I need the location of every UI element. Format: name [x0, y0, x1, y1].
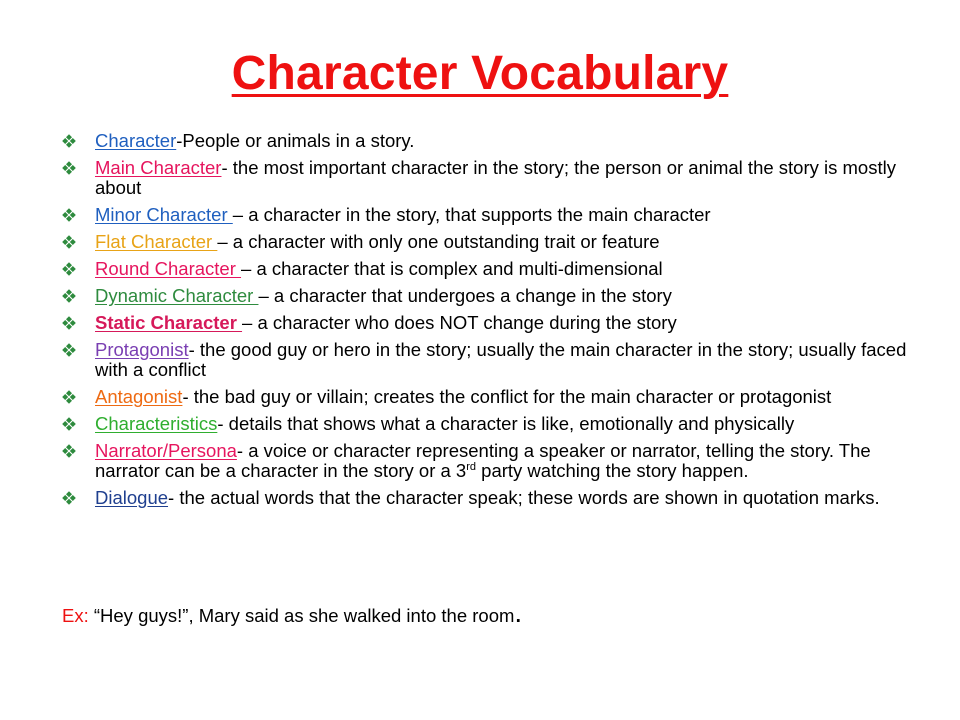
vocabulary-list	[62, 131, 912, 515]
example-label: Ex:	[62, 605, 89, 626]
example-text: “Hey guys!”, Mary said as she walked into the room	[88, 605, 515, 626]
four-diamond-bullet-icon	[62, 235, 76, 249]
vocab-term: Main Character	[95, 157, 222, 178]
vocab-definition: the bad guy or villain; creates the conflict for the main character or protagonist	[193, 386, 832, 407]
example-period: .	[514, 597, 523, 628]
vocab-separator: –	[242, 312, 258, 333]
list-item	[62, 232, 912, 252]
example-line	[62, 597, 523, 628]
vocab-definition-continued: party watching the story happen.	[476, 460, 749, 481]
four-diamond-bullet-icon	[62, 444, 76, 458]
vocab-definition: a character in the story, that supports the main character	[248, 204, 711, 225]
vocab-term: Character	[95, 130, 177, 151]
four-diamond-bullet-icon	[62, 134, 76, 148]
slide-title: Character Vocabulary	[231, 47, 729, 100]
vocab-separator: -	[182, 386, 194, 407]
vocab-separator: –	[258, 285, 274, 306]
vocab-term: Characteristics	[95, 413, 218, 434]
vocab-separator: –	[217, 231, 233, 252]
list-item	[62, 313, 912, 333]
vocab-term: Static Character	[95, 312, 243, 333]
vocab-separator: –	[232, 204, 249, 225]
vocab-definition: details that shows what a character is like, emotionally and physically	[228, 413, 795, 434]
vocab-term: Flat Character	[95, 231, 218, 252]
vocab-definition: a voice or character representing a speaker or narrator, telling the story. The narrator can be a character in the story or a 3	[95, 440, 871, 481]
vocab-definition: a character with only one outstanding trait or feature	[232, 231, 660, 252]
ordinal-superscript: rd	[466, 460, 477, 473]
vocab-separator: -	[236, 440, 249, 461]
list-item	[62, 286, 912, 306]
vocab-definition: a character who does NOT change during the story	[257, 312, 677, 333]
vocab-definition: a character that undergoes a change in the story	[273, 285, 672, 306]
list-item	[62, 441, 912, 481]
four-diamond-bullet-icon	[62, 417, 76, 431]
vocab-term: Dynamic Character	[95, 285, 259, 306]
four-diamond-bullet-icon	[62, 343, 76, 357]
vocab-term: Dialogue	[95, 487, 169, 508]
list-item	[62, 205, 912, 225]
four-diamond-bullet-icon	[62, 289, 76, 303]
list-item	[62, 414, 912, 434]
list-item	[62, 131, 912, 151]
vocab-term: Antagonist	[95, 386, 183, 407]
four-diamond-bullet-icon	[62, 491, 76, 505]
list-item	[62, 488, 912, 508]
list-item	[62, 340, 912, 380]
vocab-separator: -	[176, 130, 183, 151]
list-item	[62, 387, 912, 407]
four-diamond-bullet-icon	[62, 262, 76, 276]
list-item	[62, 259, 912, 279]
vocab-separator: -	[168, 487, 180, 508]
vocab-definition: the actual words that the character speak; these words are shown in quotation marks.	[179, 487, 880, 508]
vocab-separator: -	[188, 339, 200, 360]
four-diamond-bullet-icon	[62, 161, 76, 175]
vocab-term: Minor Character	[95, 204, 233, 225]
vocab-definition: People or animals in a story.	[182, 130, 415, 151]
vocab-separator: -	[217, 413, 229, 434]
vocab-definition: a character that is complex and multi-dimensional	[256, 258, 663, 279]
vocab-definition: the most important character in the story; the person or animal the story is mostly about	[95, 157, 896, 198]
vocab-term: Round Character	[95, 258, 242, 279]
vocab-definition: the good guy or hero in the story; usually the main character in the story; usually faced with a conflict	[95, 339, 907, 380]
four-diamond-bullet-icon	[62, 208, 76, 222]
vocab-separator: -	[221, 157, 233, 178]
four-diamond-bullet-icon	[62, 390, 76, 404]
vocab-term: Protagonist	[95, 339, 189, 360]
vocab-term: Narrator/Persona	[95, 440, 237, 461]
list-item	[62, 158, 912, 198]
vocab-separator: –	[241, 258, 257, 279]
four-diamond-bullet-icon	[62, 316, 76, 330]
